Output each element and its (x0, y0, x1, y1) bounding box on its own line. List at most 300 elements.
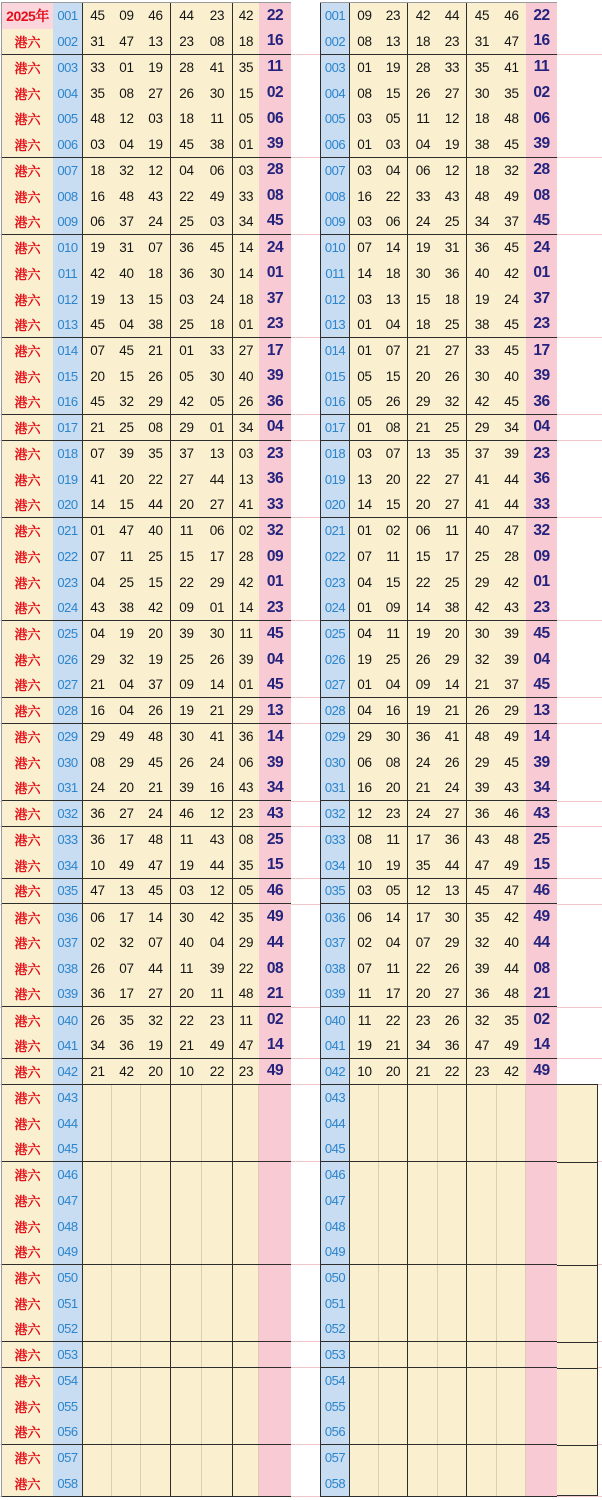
drawn-number-cell (438, 1213, 467, 1239)
special-number-cell: 04 (259, 415, 291, 440)
drawn-number-cell: 11 (233, 1007, 259, 1033)
special-number-cell (259, 1368, 291, 1394)
table-row (320, 55, 557, 81)
special-number-cell: 04 (526, 415, 557, 440)
drawn-number-cell (379, 1188, 408, 1214)
table-row (2, 1394, 291, 1420)
lottery-label-cell: 港六 (2, 956, 53, 982)
special-number-cell (526, 1342, 557, 1367)
drawn-number-cell: 41 (83, 467, 112, 493)
issue-number-cell: 017 (320, 415, 350, 440)
drawn-number-cell: 21 (408, 415, 438, 440)
drawn-number-cell (112, 1265, 141, 1291)
special-number-cell (526, 1471, 557, 1496)
table-row (320, 209, 557, 235)
issue-number-cell: 012 (53, 286, 83, 312)
drawn-number-cell: 39 (171, 621, 202, 647)
drawn-number-cell (467, 1213, 497, 1239)
issue-number-cell: 043 (320, 1085, 350, 1111)
drawn-number-cell: 45 (171, 132, 202, 157)
drawn-number-cell: 23 (202, 3, 233, 29)
drawn-number-cell: 45 (497, 235, 526, 261)
lottery-label-cell: 港六 (2, 982, 53, 1007)
drawn-number-cell: 37 (467, 441, 497, 467)
lottery-label-cell: 港六 (2, 389, 53, 414)
drawn-number-cell: 42 (408, 3, 438, 29)
drawn-number-cell: 22 (438, 1059, 467, 1084)
drawn-number-cell: 45 (497, 312, 526, 337)
drawn-number-cell (171, 1445, 202, 1471)
special-number-cell: 36 (259, 467, 291, 493)
table-row (320, 673, 557, 699)
table-row (320, 441, 557, 467)
drawn-number-cell: 23 (438, 29, 467, 54)
special-number-cell (526, 1445, 557, 1471)
drawn-number-cell: 47 (233, 1033, 259, 1058)
drawn-number-cell: 44 (202, 853, 233, 878)
lottery-label-cell: 港六 (2, 1394, 53, 1420)
drawn-number-cell: 13 (350, 467, 379, 493)
drawn-number-cell: 25 (141, 544, 171, 570)
drawn-number-cell (497, 1213, 526, 1239)
drawn-number-cell (438, 1188, 467, 1214)
week-separator-line (557, 1162, 597, 1163)
drawn-number-cell: 08 (233, 827, 259, 853)
drawn-number-cell: 20 (408, 982, 438, 1007)
drawn-number-cell (438, 1394, 467, 1420)
issue-number-cell: 031 (320, 776, 350, 801)
drawn-number-cell (171, 1471, 202, 1496)
drawn-number-cell: 42 (171, 389, 202, 414)
table-row (320, 879, 557, 905)
sorted-numbers-table (320, 2, 557, 1497)
drawn-number-cell: 17 (379, 982, 408, 1007)
lottery-label-cell: 港六 (2, 1419, 53, 1444)
issue-number-cell: 029 (320, 724, 350, 750)
special-number-cell: 49 (526, 904, 557, 930)
drawn-number-cell: 01 (171, 338, 202, 364)
issue-number-cell: 017 (53, 415, 83, 440)
issue-number-cell: 033 (320, 827, 350, 853)
drawn-number-cell: 04 (408, 132, 438, 157)
issue-number-cell: 045 (53, 1136, 83, 1161)
drawn-number-cell: 35 (233, 55, 259, 81)
lottery-label-cell: 港六 (2, 930, 53, 956)
drawn-number-cell: 38 (467, 132, 497, 157)
drawn-number-cell: 39 (233, 647, 259, 673)
drawn-number-cell: 05 (233, 879, 259, 904)
drawn-number-cell: 17 (112, 982, 141, 1007)
drawn-number-cell: 11 (350, 1007, 379, 1033)
special-number-cell (259, 1239, 291, 1264)
drawn-number-cell: 32 (438, 389, 467, 414)
drawn-number-cell: 40 (171, 930, 202, 956)
drawn-number-cell (408, 1162, 438, 1188)
drawn-number-cell (497, 1342, 526, 1367)
drawn-number-cell: 10 (350, 853, 379, 878)
drawn-number-cell: 15 (379, 570, 408, 596)
drawn-number-cell: 14 (438, 673, 467, 698)
drawn-number-cell: 39 (171, 776, 202, 801)
drawn-number-cell: 14 (141, 904, 171, 930)
drawn-number-cell (379, 1394, 408, 1420)
drawn-number-cell: 35 (233, 853, 259, 878)
drawn-number-cell: 14 (379, 904, 408, 930)
drawn-number-cell: 36 (408, 724, 438, 750)
table-row (2, 1445, 291, 1471)
drawn-number-cell (467, 1110, 497, 1136)
drawn-number-cell: 41 (202, 55, 233, 81)
issue-number-cell: 024 (320, 595, 350, 620)
special-number-cell: 08 (526, 956, 557, 982)
drawn-number-cell (467, 1445, 497, 1471)
drawn-number-cell: 12 (350, 801, 379, 826)
special-number-cell: 23 (259, 312, 291, 337)
drawn-number-cell: 10 (350, 1059, 379, 1084)
drawn-number-cell: 02 (233, 518, 259, 544)
drawn-number-cell: 19 (171, 853, 202, 878)
drawn-number-cell: 26 (171, 750, 202, 776)
issue-number-cell: 057 (320, 1445, 350, 1471)
drawn-number-cell: 24 (408, 750, 438, 776)
drawn-number-cell: 24 (202, 750, 233, 776)
drawn-number-cell: 39 (467, 776, 497, 801)
drawn-number-cell: 18 (83, 158, 112, 184)
special-number-cell: 39 (526, 750, 557, 776)
issue-number-cell: 016 (320, 389, 350, 414)
drawn-number-cell: 42 (202, 904, 233, 930)
special-number-cell: 22 (259, 3, 291, 29)
table-row (2, 1368, 291, 1394)
table-row (2, 183, 291, 209)
special-number-cell (526, 1316, 557, 1341)
special-number-cell (526, 1085, 557, 1111)
drawn-number-cell: 07 (83, 441, 112, 467)
table-row (320, 3, 557, 29)
special-number-cell (259, 1085, 291, 1111)
special-number-cell: 11 (526, 55, 557, 81)
drawn-number-cell: 11 (350, 982, 379, 1007)
drawn-number-cell: 30 (408, 261, 438, 287)
drawn-number-cell: 03 (350, 106, 379, 132)
drawn-number-cell: 35 (112, 1007, 141, 1033)
drawn-number-cell: 20 (408, 492, 438, 517)
drawn-number-cell (112, 1188, 141, 1214)
drawn-number-cell: 36 (438, 827, 467, 853)
special-number-cell: 04 (259, 647, 291, 673)
drawn-number-cell (438, 1162, 467, 1188)
drawn-number-cell: 08 (379, 415, 408, 440)
drawn-number-cell: 49 (497, 1033, 526, 1058)
special-number-cell: 23 (526, 595, 557, 620)
drawn-number-cell: 30 (202, 364, 233, 390)
drawn-number-cell (141, 1188, 171, 1214)
drawn-number-cell: 40 (497, 364, 526, 390)
special-number-cell: 23 (259, 595, 291, 620)
drawn-number-cell: 12 (438, 106, 467, 132)
drawn-number-cell: 20 (379, 776, 408, 801)
drawn-number-cell: 34 (233, 415, 259, 440)
special-number-cell (526, 1291, 557, 1317)
table-row (320, 1085, 557, 1111)
drawn-number-cell: 01 (112, 55, 141, 81)
special-number-cell: 28 (259, 158, 291, 184)
table-row (2, 1342, 291, 1368)
lottery-label-cell: 港六 (2, 492, 53, 517)
lottery-label-cell: 港六 (2, 441, 53, 467)
drawn-number-cell: 06 (83, 209, 112, 234)
drawn-number-cell: 35 (438, 441, 467, 467)
issue-number-cell: 005 (53, 106, 83, 132)
table-row (2, 570, 291, 596)
drawn-number-cell: 27 (438, 982, 467, 1007)
drawn-number-cell (233, 1110, 259, 1136)
lottery-label-cell: 港六 (2, 80, 53, 106)
lottery-label-cell: 港六 (2, 1007, 53, 1033)
drawn-number-cell: 22 (408, 956, 438, 982)
special-number-cell: 21 (526, 982, 557, 1007)
drawn-number-cell: 38 (112, 595, 141, 620)
table-row (2, 698, 291, 724)
drawn-number-cell: 26 (408, 647, 438, 673)
lottery-label-cell: 港六 (2, 1239, 53, 1264)
issue-number-cell: 003 (320, 55, 350, 81)
issue-number-cell: 014 (53, 338, 83, 364)
drawn-number-cell: 45 (112, 338, 141, 364)
drawn-number-cell: 05 (350, 389, 379, 414)
drawn-number-cell: 28 (171, 55, 202, 81)
drawn-number-cell: 08 (379, 750, 408, 776)
drawn-number-cell: 29 (467, 415, 497, 440)
drawn-number-cell: 27 (112, 801, 141, 826)
issue-number-cell: 050 (320, 1265, 350, 1291)
drawn-number-cell: 38 (467, 312, 497, 337)
drawn-number-cell: 42 (83, 261, 112, 287)
issue-number-cell: 019 (320, 467, 350, 493)
drawn-number-cell: 36 (83, 827, 112, 853)
drawn-number-cell: 27 (141, 80, 171, 106)
special-number-cell: 45 (259, 621, 291, 647)
issue-number-cell: 033 (53, 827, 83, 853)
drawn-number-cell (379, 1265, 408, 1291)
drawn-number-cell: 04 (112, 312, 141, 337)
drawn-number-cell: 01 (350, 338, 379, 364)
drawn-number-cell (202, 1085, 233, 1111)
drawn-number-cell (379, 1110, 408, 1136)
drawn-number-cell: 04 (112, 698, 141, 723)
special-number-cell: 17 (526, 338, 557, 364)
drawn-number-cell: 14 (83, 492, 112, 517)
lottery-label-cell: 港六 (2, 1136, 53, 1161)
special-number-cell (259, 1445, 291, 1471)
drawn-number-cell (202, 1239, 233, 1264)
drawn-number-cell: 07 (350, 235, 379, 261)
drawn-number-cell: 04 (379, 673, 408, 698)
special-number-cell (526, 1239, 557, 1264)
drawn-number-cell: 09 (408, 673, 438, 698)
issue-number-cell: 020 (53, 492, 83, 517)
drawn-number-cell: 09 (171, 595, 202, 620)
issue-number-cell: 046 (53, 1162, 83, 1188)
issue-number-cell: 037 (320, 930, 350, 956)
drawn-number-cell: 42 (112, 1059, 141, 1084)
drawn-number-cell: 27 (438, 467, 467, 493)
drawn-number-cell: 48 (141, 724, 171, 750)
lottery-label-cell: 港六 (2, 415, 53, 440)
empty-rows-margin-strip (557, 1084, 598, 1496)
issue-number-cell: 049 (320, 1239, 350, 1264)
drawn-number-cell: 48 (497, 982, 526, 1007)
drawn-number-cell: 42 (497, 904, 526, 930)
drawn-number-cell: 43 (438, 183, 467, 209)
drawn-number-cell: 08 (202, 29, 233, 54)
drawn-number-cell: 22 (233, 956, 259, 982)
table-row (320, 853, 557, 879)
drawn-number-cell: 07 (112, 956, 141, 982)
drawn-number-cell: 34 (83, 1033, 112, 1058)
drawn-number-cell: 49 (112, 724, 141, 750)
drawn-number-cell: 29 (112, 750, 141, 776)
lottery-label-cell: 港六 (2, 647, 53, 673)
drawn-number-cell: 28 (497, 544, 526, 570)
drawn-number-cell: 14 (202, 673, 233, 698)
drawn-number-cell: 26 (83, 1007, 112, 1033)
table-row (2, 209, 291, 235)
drawn-number-cell: 26 (408, 80, 438, 106)
week-separator-line (557, 1368, 597, 1369)
special-number-cell (526, 1188, 557, 1214)
drawn-number-cell: 26 (438, 364, 467, 390)
drawn-number-cell: 22 (202, 1059, 233, 1084)
table-row (2, 467, 291, 493)
drawn-number-cell: 43 (497, 776, 526, 801)
drawn-number-cell: 05 (233, 106, 259, 132)
drawn-number-cell: 39 (467, 956, 497, 982)
lottery-label-cell: 港六 (2, 1085, 53, 1111)
table-row (320, 1188, 557, 1214)
drawn-number-cell: 49 (112, 853, 141, 878)
special-number-cell (526, 1110, 557, 1136)
drawn-number-cell: 43 (497, 595, 526, 620)
special-number-cell: 46 (259, 879, 291, 904)
special-number-cell: 16 (259, 29, 291, 54)
table-row (2, 1188, 291, 1214)
drawn-number-cell (171, 1213, 202, 1239)
drawn-number-cell: 29 (202, 570, 233, 596)
special-number-cell (259, 1213, 291, 1239)
drawn-number-cell (141, 1136, 171, 1161)
drawn-number-cell (379, 1239, 408, 1264)
drawn-number-cell (438, 1419, 467, 1444)
drawn-number-cell: 29 (171, 415, 202, 440)
lottery-label-cell: 港六 (2, 544, 53, 570)
table-row (2, 1059, 291, 1085)
drawn-number-cell (467, 1471, 497, 1496)
drawn-number-cell: 41 (497, 55, 526, 81)
table-row (2, 879, 291, 905)
table-row (2, 55, 291, 81)
issue-number-cell: 026 (320, 647, 350, 673)
drawn-number-cell: 12 (112, 106, 141, 132)
lottery-label-cell: 港六 (2, 1316, 53, 1341)
drawn-number-cell: 42 (467, 595, 497, 620)
drawn-number-cell (497, 1419, 526, 1444)
drawn-number-cell: 03 (83, 132, 112, 157)
special-number-cell: 06 (259, 106, 291, 132)
drawn-number-cell: 15 (379, 364, 408, 390)
table-row (320, 698, 557, 724)
special-number-cell: 01 (259, 261, 291, 287)
drawn-number-cell: 19 (379, 853, 408, 878)
special-number-cell: 24 (259, 235, 291, 261)
drawn-number-cell (202, 1419, 233, 1444)
drawn-number-cell: 46 (171, 801, 202, 826)
drawn-number-cell: 23 (467, 1059, 497, 1084)
lottery-label-cell: 港六 (2, 286, 53, 312)
drawn-number-cell: 45 (467, 3, 497, 29)
drawn-number-cell (202, 1265, 233, 1291)
drawn-number-cell: 01 (350, 312, 379, 337)
drawn-number-cell: 41 (467, 467, 497, 493)
week-separator-line (557, 1265, 597, 1266)
table-row (2, 827, 291, 853)
drawn-number-cell (171, 1316, 202, 1341)
issue-number-cell: 050 (53, 1265, 83, 1291)
drawn-number-cell: 18 (233, 29, 259, 54)
drawn-number-cell: 40 (467, 261, 497, 287)
special-number-cell: 44 (526, 930, 557, 956)
lottery-label-cell: 港六 (2, 1291, 53, 1317)
drawn-number-cell: 11 (233, 621, 259, 647)
drawn-number-cell: 41 (438, 724, 467, 750)
drawn-number-cell: 03 (350, 879, 379, 904)
drawn-number-cell: 04 (379, 158, 408, 184)
drawn-number-cell: 18 (379, 261, 408, 287)
special-number-cell: 39 (259, 750, 291, 776)
drawn-number-cell: 26 (141, 698, 171, 723)
table-row (2, 492, 291, 518)
drawn-number-cell (202, 1162, 233, 1188)
issue-number-cell: 044 (53, 1110, 83, 1136)
drawn-number-cell: 21 (141, 338, 171, 364)
table-row (320, 1316, 557, 1342)
drawn-number-cell: 13 (233, 467, 259, 493)
drawn-number-cell (141, 1265, 171, 1291)
table-row (2, 518, 291, 544)
table-row (320, 132, 557, 158)
drawn-number-cell (350, 1110, 379, 1136)
issue-number-cell: 023 (320, 570, 350, 596)
drawn-number-cell (112, 1213, 141, 1239)
drawn-number-cell (438, 1316, 467, 1341)
drawn-number-cell: 13 (379, 286, 408, 312)
drawn-number-cell: 12 (202, 801, 233, 826)
drawn-number-cell (350, 1136, 379, 1161)
issue-number-cell: 006 (320, 132, 350, 157)
drawn-number-cell: 03 (350, 158, 379, 184)
drawn-number-cell: 39 (112, 441, 141, 467)
drawn-number-cell: 44 (141, 956, 171, 982)
drawn-number-cell: 49 (202, 183, 233, 209)
drawn-number-cell: 01 (350, 518, 379, 544)
drawn-number-cell (379, 1342, 408, 1367)
drawn-number-cell: 37 (171, 441, 202, 467)
drawn-number-cell: 47 (497, 518, 526, 544)
issue-number-cell: 009 (53, 209, 83, 234)
drawn-number-cell: 18 (171, 106, 202, 132)
issue-number-cell: 031 (53, 776, 83, 801)
drawn-number-cell (83, 1162, 112, 1188)
